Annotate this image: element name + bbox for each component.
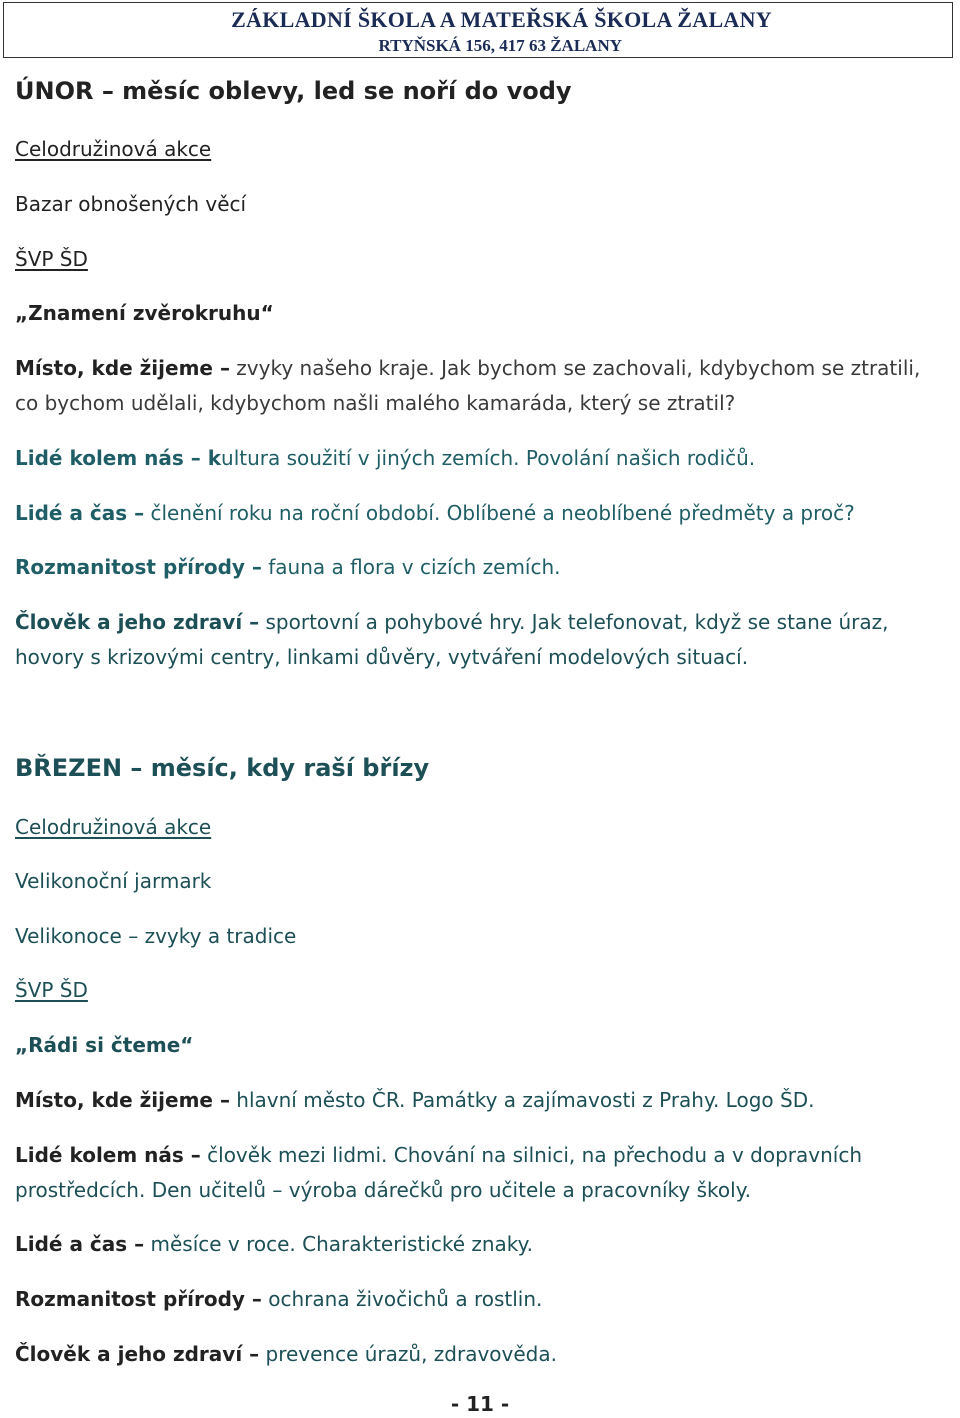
paragraph-text: sportovní a pohybové hry. Jak telefonovat, když se stane úraz, hovory s krizovými centry, linkami důvěry, vytváření modelových situací. — [15, 610, 889, 669]
celodruzinova-label: Celodružinová akce — [15, 137, 212, 161]
svp-label: ŠVP ŠD — [15, 978, 88, 1002]
page-number: - 11 - — [450, 1392, 510, 1416]
paragraph-text: hlavní město ČR. Památky a zajímavosti z Prahy. Logo ŠD. — [229, 1088, 815, 1112]
svp-label: ŠVP ŠD — [15, 247, 88, 271]
paragraph-text: fauna a flora v cizích zemích. — [261, 555, 561, 579]
paragraph-label: Lidé a čas – — [15, 501, 145, 525]
paragraph-lide-cas — [15, 496, 855, 531]
section-heading-brezen: BŘEZEN – měsíc, kdy raší břízy — [15, 754, 430, 782]
paragraph-text: ultura soužití v jiných zemích. Povolání našich rodičů. — [221, 446, 756, 470]
theme-title: „Znamení zvěrokruhu“ — [15, 301, 274, 325]
theme-title: „Rádi si čteme“ — [15, 1033, 194, 1057]
paragraph-label: Člověk a jeho zdraví – — [15, 610, 260, 634]
paragraph-text: člověk mezi lidmi. Chování na silnici, na přechodu a v dopravních prostředcích. Den učitelů – výroba dárečků pro učitele a pracovníky školy. — [15, 1143, 863, 1202]
page-header — [3, 2, 953, 58]
paragraph-rozmanitost — [15, 550, 561, 585]
paragraph-lide-kolem — [15, 441, 755, 476]
paragraph-lide-kolem — [15, 1138, 935, 1208]
celodruzinova-label: Celodružinová akce — [15, 815, 212, 839]
celodruzinova-item: Velikonoce – zvyky a tradice — [15, 924, 297, 948]
paragraph-text: ochrana živočichů a rostlin. — [261, 1287, 543, 1311]
paragraph-text: zvyky našeho kraje. Jak bychom se zachovali, kdybychom se ztratili, co bychom udělali, kdybychom našli malého kamaráda, který se ztratil? — [15, 356, 921, 415]
paragraph-label: Lidé kolem nás – k — [15, 446, 222, 470]
celodruzinova-item: Velikonoční jarmark — [15, 869, 212, 893]
paragraph-label: Rozmanitost přírody – — [15, 555, 262, 579]
paragraph-label: Lidé kolem nás – — [15, 1143, 201, 1167]
paragraph-text: měsíce v roce. Charakteristické znaky. — [144, 1232, 534, 1256]
school-name: ZÁKLADNÍ ŠKOLA A MATEŘSKÁ ŠKOLA ŽALANY — [231, 7, 772, 32]
paragraph-label: Člověk a jeho zdraví – — [15, 1342, 260, 1366]
paragraph-label: Místo, kde žijeme – — [15, 1088, 230, 1112]
paragraph-clovek — [15, 1337, 557, 1372]
school-address: RTYŇSKÁ 156, 417 63 ŽALANY — [378, 36, 622, 55]
paragraph-misto — [15, 1083, 814, 1118]
paragraph-label: Rozmanitost přírody – — [15, 1287, 262, 1311]
paragraph-clovek — [15, 605, 935, 675]
paragraph-label: Lidé a čas – — [15, 1232, 145, 1256]
paragraph-lide-cas — [15, 1227, 533, 1262]
paragraph-rozmanitost — [15, 1282, 542, 1317]
paragraph-text: členění roku na roční období. Oblíbené a neoblíbené předměty a proč? — [144, 501, 855, 525]
paragraph-text: prevence úrazů, zdravověda. — [259, 1342, 557, 1366]
paragraph-label: Místo, kde žijeme – — [15, 356, 230, 380]
celodruzinova-item: Bazar obnošených věcí — [15, 192, 247, 216]
paragraph-misto — [15, 351, 935, 421]
section-heading-unor: ÚNOR – měsíc oblevy, led se noří do vody — [15, 77, 572, 105]
